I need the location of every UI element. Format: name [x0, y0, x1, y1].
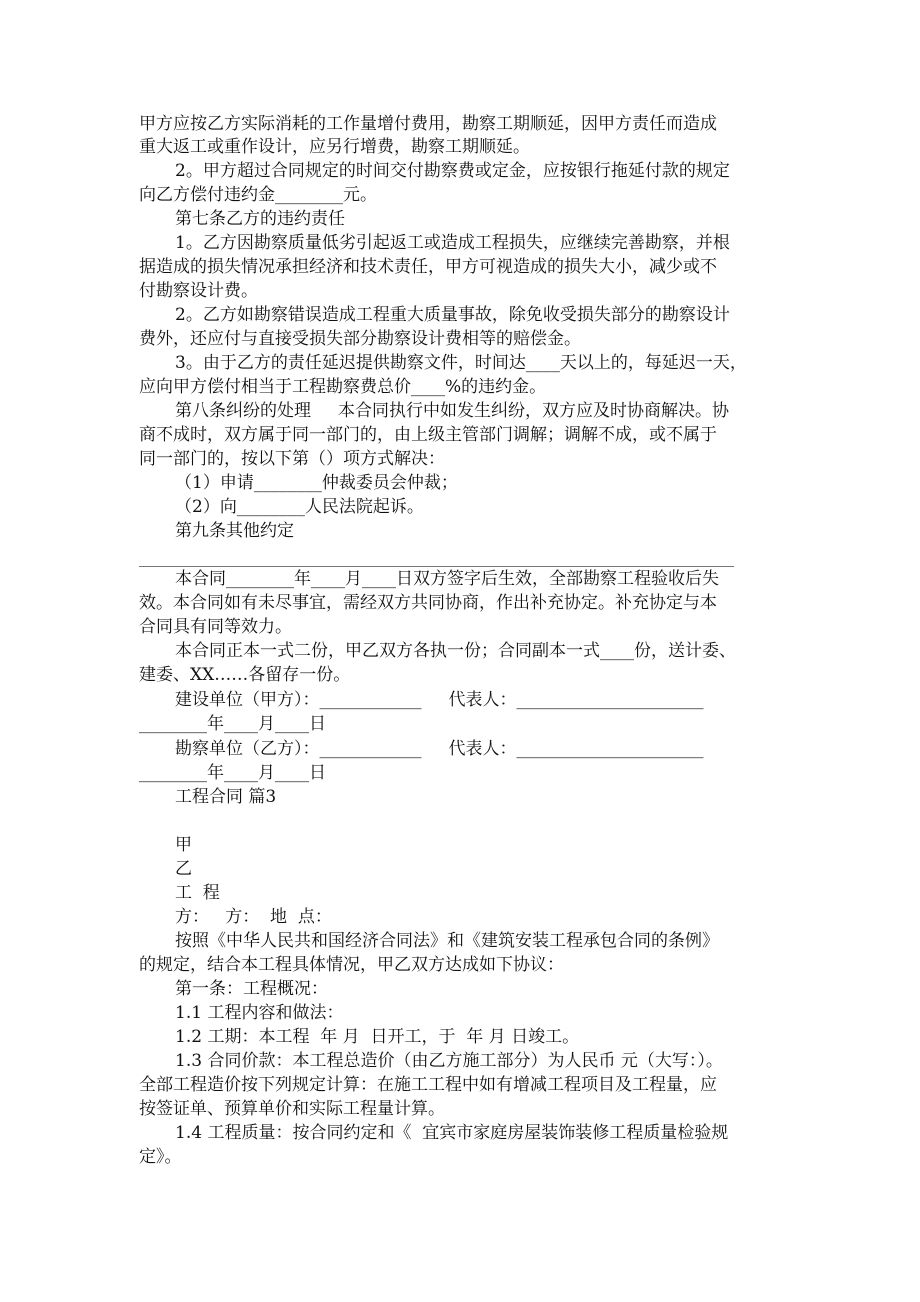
text-line: 1.1 工程内容和做法： — [175, 1003, 344, 1023]
text-line: 乙 — [175, 859, 192, 879]
text-line: 全部工程造价按下列规定计算：在施工工程中如有增减工程项目及工程量，应 — [139, 1075, 717, 1095]
section-heading: 第九条其他约定 — [175, 521, 294, 541]
article-title: 工程合同 篇3 — [175, 787, 277, 807]
text-line: 效。本合同如有未尽事宜，需经双方共同协商，作出补充协定。补充协定与本 — [139, 593, 717, 613]
date-line: ________年____月____日 — [139, 714, 326, 734]
text-line: 工 程 — [175, 883, 220, 903]
text-line: 甲 — [175, 835, 192, 855]
text-line: 按签证单、预算单价和实际工程量计算。 — [139, 1099, 445, 1119]
text-line: （2）向________人民法院起诉。 — [175, 497, 424, 517]
blank-rule — [139, 566, 734, 567]
text-line: 甲方应按乙方实际消耗的工作量增付费用，勘察工期顺延，因甲方责任而造成 — [139, 114, 717, 134]
text-line: 定》。 — [139, 1147, 182, 1167]
text-line: 付勘察设计费。 — [139, 281, 258, 301]
date-line: ________年____月____日 — [139, 763, 326, 783]
text-line: 本合同正本一式二份，甲乙双方各执一份；合同副本一式____份，送计委、 — [175, 641, 736, 661]
text-line: 1.3 合同价款：本工程总造价（由乙方施工部分）为人民币 元（大写：）。 — [175, 1051, 723, 1071]
text-line: 按照《中华人民共和国经济合同法》和《建筑安装工程承包合同的条例》 — [175, 931, 719, 951]
text-line: 商不成时，双方属于同一部门的，由上级主管部门调解；调解不成，或不属于 — [139, 425, 717, 445]
text-line: 1。乙方因勘察质量低劣引起返工或造成工程损失，应继续完善勘察，并根 — [175, 233, 730, 253]
text-line: （1）申请________仲裁委员会仲裁； — [175, 473, 458, 493]
signature-line: 勘察单位（乙方）：____________ 代表人：______________________ — [175, 739, 704, 759]
text-line: 应向甲方偿付相当于工程勘察费总价____%的违约金。 — [139, 377, 547, 397]
text-line: 费外，还应付与直接受损失部分勘察设计费相等的赔偿金。 — [139, 329, 581, 349]
text-line: 3。由于乙方的责任延迟提供勘察文件，时间达____天以上的，每延迟一天， — [175, 353, 747, 373]
text-line: 据造成的损失情况承担经济和技术责任，甲方可视造成的损失大小，减少或不 — [139, 257, 717, 277]
text-line: 2。甲方超过合同规定的时间交付勘察费或定金，应按银行拖延付款的规定 — [175, 161, 730, 181]
text-line: 建委、XX……各留存一份。 — [139, 665, 351, 685]
text-line: 向乙方偿付违约金________元。 — [139, 185, 377, 205]
section-heading: 第七条乙方的违约责任 — [175, 209, 345, 229]
section-heading: 第一条：工程概况： — [175, 979, 328, 999]
text-line: 合同具有同等效力。 — [139, 617, 292, 637]
text-line: 本合同________年____月____日双方签字后生效，全部勘察工程验收后失 — [175, 569, 719, 589]
text-line: 方： 方： 地 点： — [175, 907, 332, 927]
text-line: 2。乙方如勘察错误造成工程重大质量事故，除免收受损失部分的勘察设计 — [175, 305, 730, 325]
text-line: 重大返工或重作设计，应另行增费，勘察工期顺延。 — [139, 137, 530, 157]
text-line: 1.2 工期：本工程 年 月 日开工，于 年 月 日竣工。 — [175, 1027, 580, 1047]
text-line: 1.4 工程质量：按合同约定和《 宜宾市家庭房屋装饰装修工程质量检验规 — [175, 1123, 729, 1143]
signature-line: 建设单位（甲方）：____________ 代表人：______________________ — [175, 690, 704, 710]
text-line: 的规定，结合本工程具体情况，甲乙双方达成如下协议： — [139, 955, 564, 975]
text-line: 同一部门的，按以下第（）项方式解决： — [139, 449, 445, 469]
section-heading: 第八条纠纷的处理 本合同执行中如发生纠纷，双方应及时协商解决。协 — [175, 401, 730, 421]
